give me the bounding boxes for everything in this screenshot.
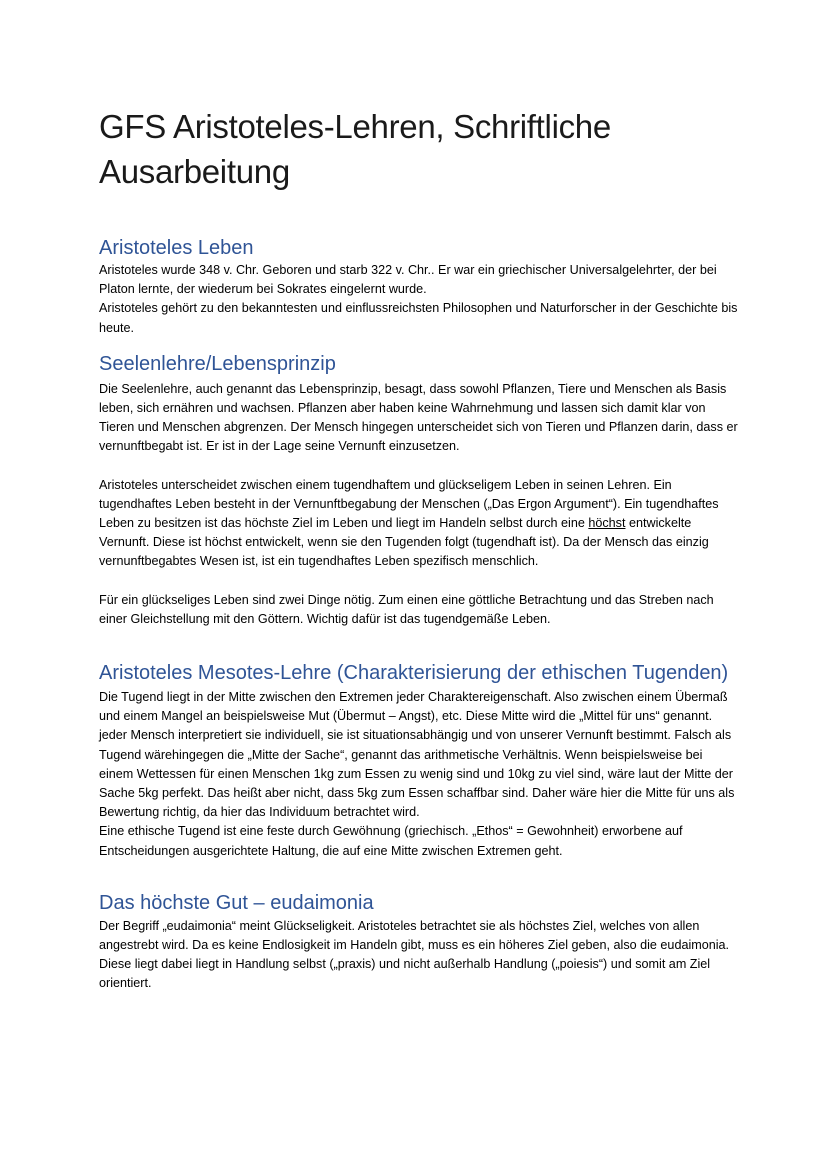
- section-heading-seelenlehre: Seelenlehre/Lebensprinzip: [99, 352, 336, 375]
- section-mesotes-lehre: [99, 660, 738, 861]
- paragraph-leben-2: Aristoteles gehört zu den bekanntesten und einflussreichsten Philosophen und Naturforscher in der Geschichte bis heute.: [99, 301, 738, 335]
- paragraph-leben-1: Aristoteles wurde 348 v. Chr. Geboren und starb 322 v. Chr.. Er war ein griechischer Universalgelehrter, der bei Platon lernte, der wiederum bei Sokrates eingelernt wurde.: [99, 263, 717, 297]
- paragraph-seelenlehre-2: [99, 476, 738, 572]
- paragraph-spacer: [99, 572, 738, 591]
- underlined-word-hoechst: höchst: [588, 516, 626, 531]
- section-heading-leben: Aristoteles Leben: [99, 237, 254, 259]
- section-heading-mesotes: Aristoteles Mesotes-Lehre (Charakterisierung der ethischen Tugenden): [99, 662, 729, 685]
- paragraph-mesotes-1: Die Tugend liegt in der Mitte zwischen den Extremen jeder Charaktereigenschaft. Also zwischen einem Übermaß und einem Mangel an beispielsweise Mut (Übermut – Angst), etc. Diese Mitte wird die „Mittel für uns“ genannt. jeder Mensch interpretiert sie individuell, sie ist situationsabhängig und von unserer Vernunft bestimmt. Falsch als Tugend wärehingegen die „Mitte der Sache“, genannt das arithmetische Verhältnis. Wenn beispielsweise bei einem Wettessen für einen Menschen 1kg zum Essen zu wenig sind und 10kg zu viel sind, wäre laut der Mitte der Sache 5kg perfekt. Das heißt aber nicht, dass 5kg zum Essen schaffbar sind. Daher wäre hier die Mitte für uns als Bewertung richtig, da hier das Individuum betrachtet wird.: [99, 690, 735, 820]
- section-aristoteles-leben: [99, 235, 738, 338]
- section-hoechstes-gut: [99, 890, 738, 994]
- document-title: GFS Aristoteles-Lehren, Schriftliche Ausarbeitung: [99, 108, 611, 190]
- paragraph-seelenlehre-1: Die Seelenlehre, auch genannt das Lebensprinzip, besagt, dass sowohl Pflanzen, Tiere und Menschen als Basis leben, sich ernähren und wachsen. Pflanzen aber haben keine Wahrnehmung und lassen sich damit klar von Tieren und Menschen abgrenzen. Der Mensch hingegen unterscheidet sich von Tieren und Pflanzen darin, dass er vernunftbegabt ist. Er ist in der Lage seine Vernunft einzusetzen.: [99, 381, 738, 454]
- paragraph-hoechstes-gut-1: Der Begriff „eudaimonia“ meint Glückseligkeit. Aristoteles betrachtet sie als höchstes Ziel, welches von allen angestrebt wird. Da es keine Endlosigkeit im Handeln gibt, muss es ein höheres Ziel geben, also die eudaimonia. Diese liegt dabei liegt in Handlung selbst („praxis) und nicht außerhalb Handlung („poiesis“) und somit am Ziel orientiert.: [99, 918, 730, 991]
- section-seelenlehre: [99, 351, 738, 629]
- paragraph-mesotes-2: Eine ethische Tugend ist eine feste durch Gewöhnung (griechisch. „Ethos“ = Gewohnheit) erworbene auf Entscheidungen ausgerichtete Haltung, die auf eine Mitte zwischen Extremen geht.: [99, 824, 683, 858]
- paragraph-spacer: [99, 457, 738, 476]
- paragraph-seelenlehre-3: Für ein glückseliges Leben sind zwei Dinge nötig. Zum einen eine göttliche Betrachtung und das Streben nach einer Gleichstellung mit den Göttern. Wichtig dafür ist das tugendgemäße Leben.: [99, 592, 714, 626]
- section-heading-hoechstes-gut: Das höchste Gut – eudaimonia: [99, 891, 374, 914]
- paragraph-seelenlehre-2-part2: entwickelte Vernunft. Diese ist höchst entwickelt, wenn sie den Tugenden folgt (tugendhaft ist). Da der Mensch das einzig vernunftbegabtes Wesen ist, ist ein tugendhaftes Leben spezifisch menschlich.: [99, 516, 709, 569]
- paragraph-seelenlehre-2-part1: Aristoteles unterscheidet zwischen einem tugendhaftem und glückseligem Leben in seinen Lehren. Ein tugendhaftes Leben besteht in der Vernunftbegabung der Menschen („Das Ergon Argument“). Ein tugendhaftes Leben zu besitzen ist das höchste Ziel im Leben und liegt im Handeln selbst durch eine: [99, 477, 719, 531]
